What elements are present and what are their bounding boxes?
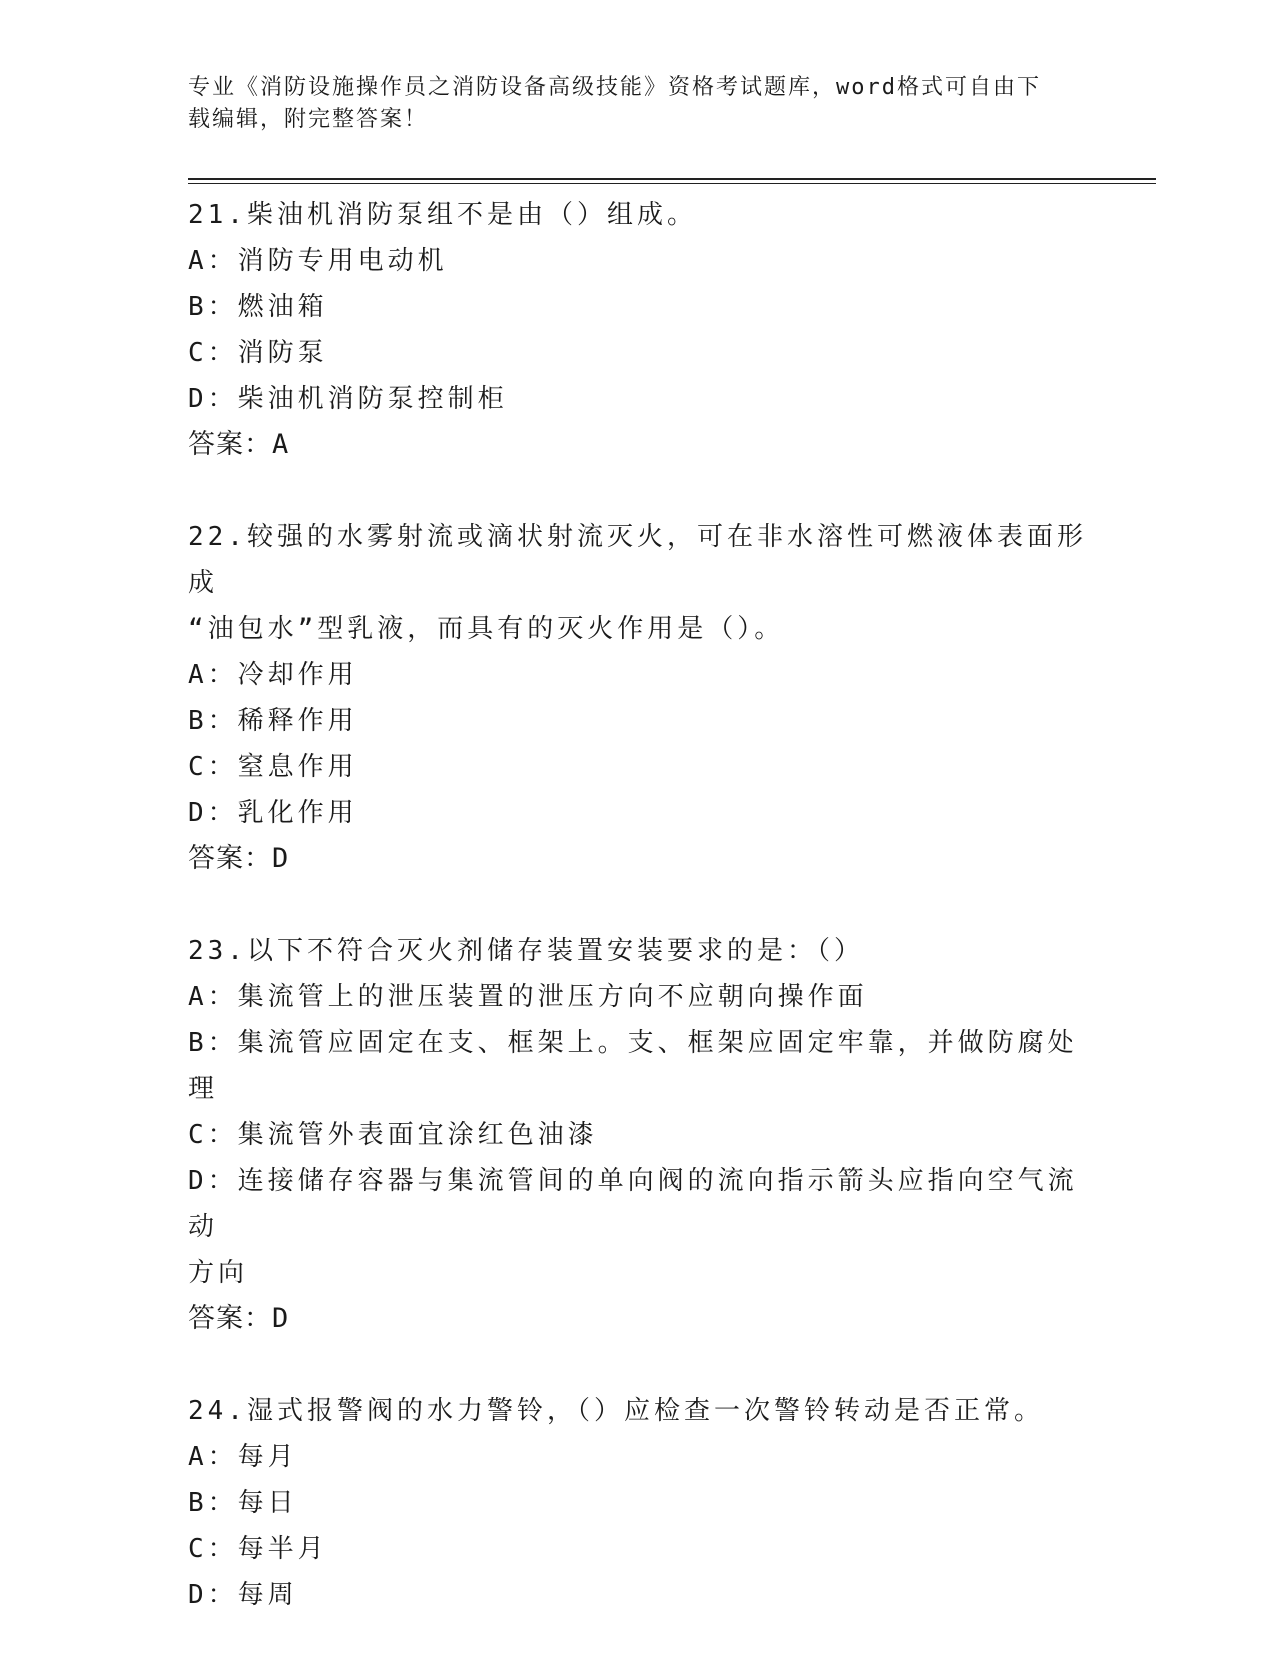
answer-option-line: B：每日: [188, 1488, 298, 1518]
answer-key: [188, 1296, 1088, 1342]
question-item: [188, 928, 1088, 1342]
question-stem-line: 24.湿式报警阀的水力警铃，（）应检查一次警铃转动是否正常。: [188, 1396, 1044, 1426]
answer-option-line: C：集流管外表面宜涂红色油漆: [188, 1120, 598, 1150]
answer-key: [188, 836, 1088, 882]
answer-option: [188, 974, 1088, 1020]
header-line-1: 专业《消防设施操作员之消防设备高级技能》资格考试题库，word格式可自由下: [188, 75, 1041, 100]
question-stem-line: “油包水”型乳液，而具有的灭火作用是（）。: [188, 614, 785, 644]
answer-option-line: B：燃油箱: [188, 292, 328, 322]
answer-option-line: C：每半月: [188, 1534, 328, 1564]
answer-option: [188, 744, 1088, 790]
question-stem: [188, 1388, 1088, 1434]
answer-option: [188, 1480, 1088, 1526]
answer-option-line: D：乳化作用: [188, 798, 358, 828]
header-rule-thin: [188, 183, 1156, 184]
answer-option-line: C：窒息作用: [188, 752, 358, 782]
answer-option-line: D：连接储存容器与集流管间的单向阀的流向指示箭头应指向空气流动: [188, 1166, 1078, 1242]
answer-option: [188, 376, 1088, 422]
answer-option: [188, 1434, 1088, 1480]
answer-option: [188, 1526, 1088, 1572]
answer-option: [188, 284, 1088, 330]
header-rule-thick: [188, 178, 1156, 180]
answer-label: 答案：: [188, 843, 272, 874]
answer-option-line: B：集流管应固定在支、框架上。支、框架应固定牢靠，并做防腐处理: [188, 1028, 1078, 1104]
header-line-2: 载编辑，附完整答案！: [188, 107, 429, 132]
question-stem-line: 21.柴油机消防泵组不是由（）组成。: [188, 200, 697, 230]
answer-key: [188, 422, 1088, 468]
question-stem: [188, 928, 1088, 974]
document-header: [188, 72, 1068, 136]
answer-option-line: D：柴油机消防泵控制柜: [188, 384, 508, 414]
answer-option: [188, 790, 1088, 836]
answer-option-line: A：每月: [188, 1442, 298, 1472]
question-stem-line: 22.较强的水雾射流或滴状射流灭火，可在非水溶性可燃液体表面形成: [188, 522, 1087, 598]
answer-option: [188, 652, 1088, 698]
answer-option: [188, 1112, 1088, 1158]
question-stem-line: 23.以下不符合灭火剂储存装置安装要求的是：（）: [188, 936, 864, 966]
answer-option: [188, 1158, 1088, 1296]
question-item: [188, 514, 1088, 882]
answer-value: D: [272, 1303, 290, 1334]
answer-option-line: B：稀释作用: [188, 706, 358, 736]
answer-option-line: D：每周: [188, 1580, 298, 1610]
answer-option: [188, 698, 1088, 744]
question-item: [188, 192, 1088, 468]
answer-option-line: A：冷却作用: [188, 660, 358, 690]
question-stem: [188, 192, 1088, 238]
answer-value: D: [272, 843, 290, 874]
answer-option: [188, 1572, 1088, 1618]
answer-label: 答案：: [188, 1303, 272, 1334]
answer-value: A: [272, 429, 290, 460]
answer-option: [188, 238, 1088, 284]
question-stem: [188, 514, 1088, 652]
answer-option-line: A：消防专用电动机: [188, 246, 448, 276]
question-item: [188, 1388, 1088, 1618]
answer-option: [188, 1020, 1088, 1112]
answer-option-line: A：集流管上的泄压装置的泄压方向不应朝向操作面: [188, 982, 868, 1012]
answer-option: [188, 330, 1088, 376]
question-list: [188, 192, 1088, 1664]
answer-option-line: 方向: [188, 1258, 249, 1288]
answer-option-line: C：消防泵: [188, 338, 328, 368]
answer-label: 答案：: [188, 429, 272, 460]
